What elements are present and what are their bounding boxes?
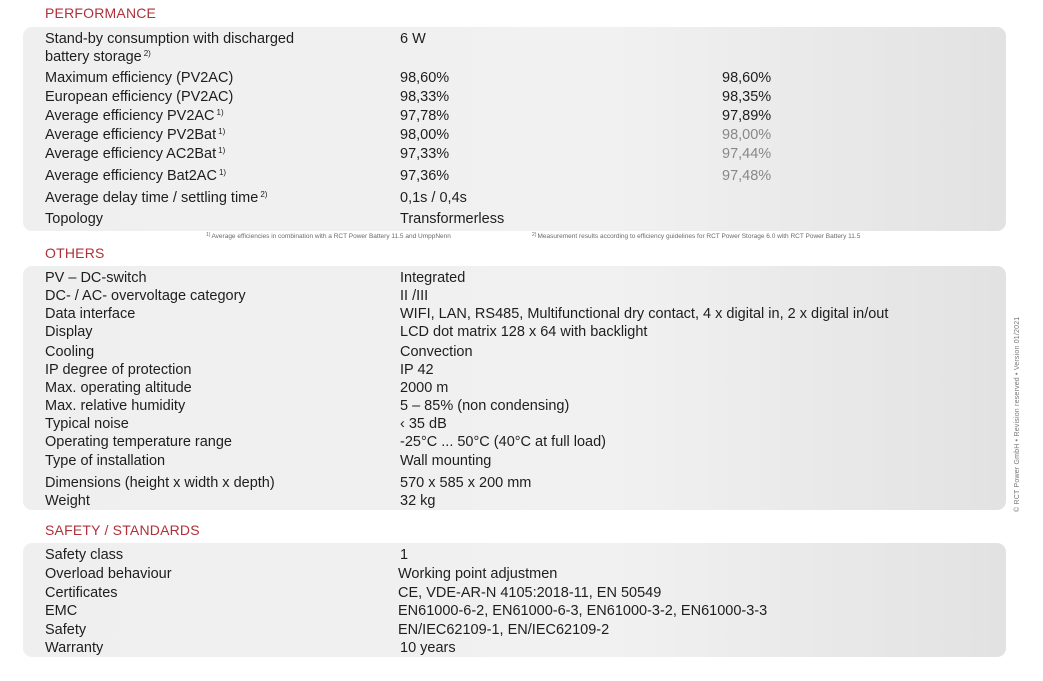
row-value: 0,1s / 0,4s xyxy=(400,190,467,206)
row-value: 97,33% xyxy=(400,146,450,162)
row-value: EN61000-6-2, EN61000-6-3, EN61000-3-2, EN61000-3-3 xyxy=(398,603,768,619)
footnote-2: $^{2)}$Measurement results according to efficiency guidelines for RCT Power Storage 6.0 with RCT Power Battery 11.5 xyxy=(532,232,861,240)
row-label: Topology xyxy=(45,211,104,227)
row-value: Convection xyxy=(400,344,473,360)
section-title-others: OTHERS xyxy=(45,245,105,261)
row-label: Average efficiency AC2Bat $^{1)}$ xyxy=(45,146,226,162)
row-value: Transformerless xyxy=(400,211,505,227)
row-label: Max. operating altitude xyxy=(45,380,192,396)
row-value-2: 98,35% xyxy=(722,89,772,105)
section-title-performance: PERFORMANCE xyxy=(45,5,157,21)
row-label: IP degree of protection xyxy=(45,362,192,378)
performance-table xyxy=(23,27,1006,231)
row-value: CE, VDE-AR-N 4105:2018-11, EN 50549 xyxy=(398,585,662,601)
row-label: Operating temperature range xyxy=(45,434,232,450)
row-value: 97,78% xyxy=(400,108,450,124)
row-label: Average efficiency PV2Bat $^{1)}$ xyxy=(45,127,226,143)
row-value-2: 98,60% xyxy=(722,70,772,86)
row-value: WIFI, LAN, RS485, Multifunctional dry contact, 4 x digital in, 2 x digital in/out xyxy=(400,306,889,322)
copyright-side-note: © RCT Power GmbH • Revision reserved • Version 01/2021 xyxy=(1014,316,1021,512)
row-value: 1 xyxy=(400,547,409,563)
row-label: Display xyxy=(45,324,93,340)
row-label: Average delay time / settling time $^{2)}$ xyxy=(45,190,268,206)
row-label: Overload behaviour xyxy=(45,566,172,582)
row-value-2: 97,89% xyxy=(722,108,772,124)
row-value: 32 kg xyxy=(400,493,436,509)
row-label: EMC xyxy=(45,603,78,619)
row-label: Safety class xyxy=(45,547,124,563)
row-label: Maximum efficiency (PV2AC) xyxy=(45,70,234,86)
row-label: DC- / AC- overvoltage category xyxy=(45,288,246,304)
row-value: 5 – 85% (non condensing) xyxy=(400,398,570,414)
row-label: Cooling xyxy=(45,344,95,360)
row-label: Dimensions (height x width x depth) xyxy=(45,475,275,491)
row-value: -25°C ... 50°C (40°C at full load) xyxy=(400,434,606,450)
row-value: EN/IEC62109-1, EN/IEC62109-2 xyxy=(398,622,610,638)
row-value: Integrated xyxy=(400,270,466,286)
row-label: PV – DC-switch xyxy=(45,270,147,286)
row-label: Stand-by consumption with discharged battery storage $^{2)}$ xyxy=(45,31,295,65)
row-value: ‹ 35 dB xyxy=(400,416,447,432)
safety-table xyxy=(23,543,1006,657)
row-label: Average efficiency Bat2AC $^{1)}$ xyxy=(45,168,227,184)
row-label: European efficiency (PV2AC) xyxy=(45,89,234,105)
row-label: Typical noise xyxy=(45,416,129,432)
section-title-safety: SAFETY / STANDARDS xyxy=(45,522,200,538)
row-value: 97,36% xyxy=(400,168,450,184)
row-label: Average efficiency PV2AC $^{1)}$ xyxy=(45,108,224,124)
row-value: 6 W xyxy=(400,31,426,47)
row-value: IP 42 xyxy=(400,362,434,378)
row-value: 10 years xyxy=(400,640,456,656)
others-table xyxy=(23,266,1006,510)
row-value: II /III xyxy=(400,288,429,304)
row-value: 98,33% xyxy=(400,89,450,105)
row-value: LCD dot matrix 128 x 64 with backlight xyxy=(400,324,648,340)
row-label: Warranty xyxy=(45,640,104,656)
row-label: Data interface xyxy=(45,306,136,322)
footnote-1: $^{1)}$Average efficiencies in combination with a RCT Power Battery 11.5 and UmppNenn xyxy=(206,232,451,240)
row-label: Max. relative humidity xyxy=(45,398,186,414)
row-value-2: 97,48% xyxy=(722,168,772,184)
row-value-2: 98,00% xyxy=(722,127,772,143)
row-value: 2000 m xyxy=(400,380,449,396)
row-value: 98,00% xyxy=(400,127,450,143)
row-value: 570 x 585 x 200 mm xyxy=(400,475,532,491)
row-value-2: 97,44% xyxy=(722,146,772,162)
row-label: Certificates xyxy=(45,585,118,601)
row-value: Working point adjustmen xyxy=(398,566,558,582)
row-value: Wall mounting xyxy=(400,453,492,469)
row-label: Weight xyxy=(45,493,90,509)
row-label: Type of installation xyxy=(45,453,166,469)
row-value: 98,60% xyxy=(400,70,450,86)
row-label: Safety xyxy=(45,622,87,638)
